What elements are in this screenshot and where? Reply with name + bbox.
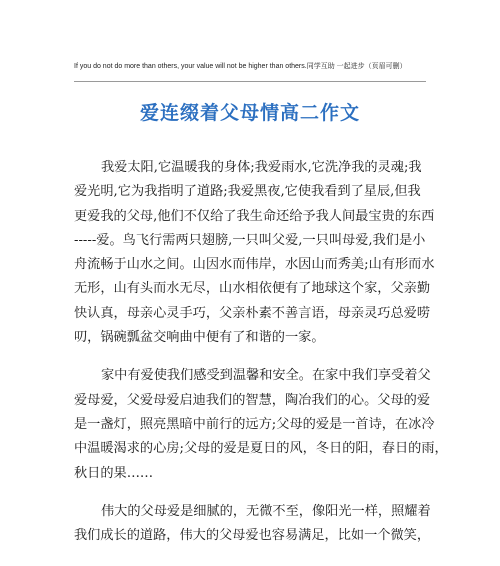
paragraph-line: 伟大的父母爱是细腻的，无微不至，像阳光一样，照耀着: [101, 503, 431, 519]
header-divider: [74, 81, 426, 82]
paragraph-line: 无形，山有头而水无尽，山水相依便有了地球这个家，父亲勤: [74, 281, 431, 297]
page-header: If you do not do more than others, your value will not be higher than others.同学互助 一起进步（页眉可删）: [74, 63, 407, 70]
paragraph-line: 爱光明,它为我指明了道路;我爱黑夜,它使我看到了星辰,但我: [74, 184, 421, 200]
paragraph-line: 更爱我的父母,他们不仅给了我生命还给予我人间最宝贵的东西: [74, 208, 435, 224]
paragraph-line: 舟流畅于山水之间。山因水而伟岸，水因山而秀美;山有形而水: [74, 257, 435, 273]
paragraph-line: 爱母爱，父爱母爱启迪我们的智慧，陶冶我们的心。父母的爱: [74, 392, 431, 408]
paragraph-line: 叨，锅碗瓢盆交响曲中便有了和谐的一家。: [74, 330, 325, 346]
paragraph-3: [74, 500, 431, 549]
essay-body: [74, 156, 448, 562]
paragraph-1: [74, 156, 435, 350]
paragraph-line: -----爱。鸟飞行需两只翅膀,一只叫父爱,一只叫母爱,我们是小: [74, 232, 426, 248]
paragraph-line: 我爱太阳,它温暖我的身体;我爱雨水,它洗净我的灵魂;我: [101, 160, 422, 175]
paragraph-line: 家中有爱使我们感受到温馨和安全。在家中我们享受着父: [101, 368, 431, 384]
paragraph-line: 快认真，母亲心灵手巧，父亲朴素不善言语，母亲灵巧总爱唠: [74, 305, 431, 321]
document-title: 爱连缀着父母情高二作文: [139, 102, 360, 124]
paragraph-line: 是一盏灯，照亮黑暗中前行的远方;父母的爱是一首诗，在冰冷: [74, 416, 435, 432]
paragraph-2: [74, 364, 448, 485]
paragraph-line: 中温暖渴求的心房;父母的爱是夏日的风，冬日的阳，春日的雨，: [74, 441, 448, 457]
paragraph-line: 秋日的果……: [74, 465, 154, 481]
paragraph-line: 我们成长的道路，伟大的父母爱也容易满足，比如一个微笑，: [74, 528, 431, 544]
